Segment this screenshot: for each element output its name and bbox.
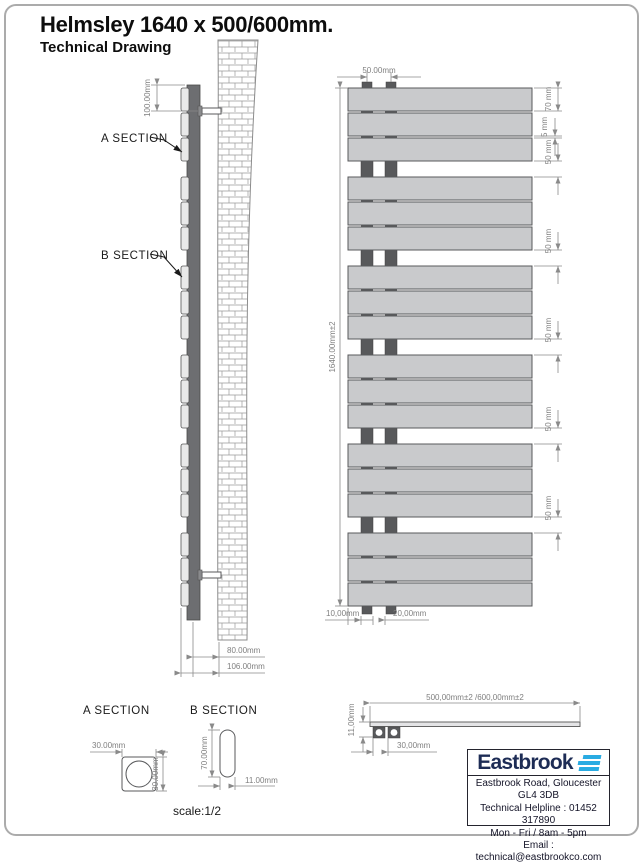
brand-helpline: Technical Helpline : 01452 317890 — [480, 802, 597, 827]
wall-bracket-bottom — [198, 570, 221, 580]
wall-section — [218, 40, 258, 640]
b-section-callout: B SECTION — [101, 250, 169, 262]
dim-group-gap-label: 50 mm — [544, 139, 553, 165]
dim-top-view-width-label: 500,00mm±2 /600,00mm±2 — [426, 693, 524, 702]
dim-top-view-depth — [347, 703, 373, 752]
dim-panel-height-label: 70 mm — [544, 86, 553, 112]
section-a-heading: A SECTION — [83, 705, 150, 717]
front-view-drawing — [325, 55, 625, 685]
brand-logo-row — [468, 750, 609, 776]
dim-overall-height — [328, 88, 348, 606]
dim-pipe-centres — [337, 66, 421, 82]
eastbrook-bars-icon — [576, 755, 601, 771]
front-panel-stack — [348, 88, 532, 606]
dim-bottom-left-label: 10,00mm — [326, 609, 360, 618]
brand-contact-details — [468, 776, 609, 865]
dim-top-view-depth-label: 11,00mm — [347, 703, 356, 737]
dim-panel-gap-label: 5 mm — [540, 117, 549, 137]
dim-pipe-centres-label: 50.00mm — [362, 66, 396, 75]
section-b-height-label: 70.00mm — [200, 736, 209, 770]
dim-bottom-right-label: 20,00mm — [393, 609, 427, 618]
wall-bracket-top — [198, 106, 221, 116]
scale-label: scale:1/2 — [173, 804, 222, 818]
dim-bottom-group — [325, 608, 429, 625]
page-subtitle: Technical Drawing — [40, 39, 172, 56]
dim-top-view-width — [370, 693, 580, 722]
section-a-height-label: 30.00mm — [151, 757, 160, 791]
brand-logotype: Eastbrook — [477, 751, 573, 774]
dim-right-side — [534, 86, 562, 551]
dim-group-gap-label: 50 mm — [544, 228, 553, 254]
section-a-detail — [90, 741, 168, 791]
section-b-heading: B SECTION — [190, 705, 258, 717]
dim-wall-to-front-label: 106.00mm — [227, 662, 265, 671]
brand-address: Eastbrook Road, Gloucester GL4 3DB — [475, 778, 602, 802]
brand-email: Email : technical@eastbrookco.com — [475, 840, 602, 864]
page-title: Helmsley 1640 x 500/600mm. — [40, 12, 334, 37]
dim-overall-height-label: 1640.00mm±2 — [328, 321, 337, 373]
dim-pipe-offset — [351, 738, 437, 756]
dim-pipe-offset-label: 30,00mm — [397, 741, 431, 750]
section-a-width-label: 30.00mm — [92, 741, 126, 750]
dim-group-gap-label: 50 mm — [544, 406, 553, 432]
a-section-callout: A SECTION — [101, 133, 168, 145]
section-b-width-label: 11.00mm — [245, 776, 278, 785]
dim-wall-to-back-label: 80.00mm — [227, 646, 261, 655]
dim-group-gap-label: 50 mm — [544, 495, 553, 521]
dim-top-offset-label: 100.00mm — [143, 79, 152, 117]
brand-hours: Mon - Fri / 8am - 5pm — [490, 827, 587, 839]
manufacturer-info-box — [467, 749, 610, 864]
panel-top-view — [370, 722, 580, 727]
pipe-cross-sections — [373, 727, 400, 738]
dim-group-gap-label: 50 mm — [544, 317, 553, 343]
side-view-drawing — [95, 40, 290, 700]
section-b-detail — [198, 730, 278, 790]
